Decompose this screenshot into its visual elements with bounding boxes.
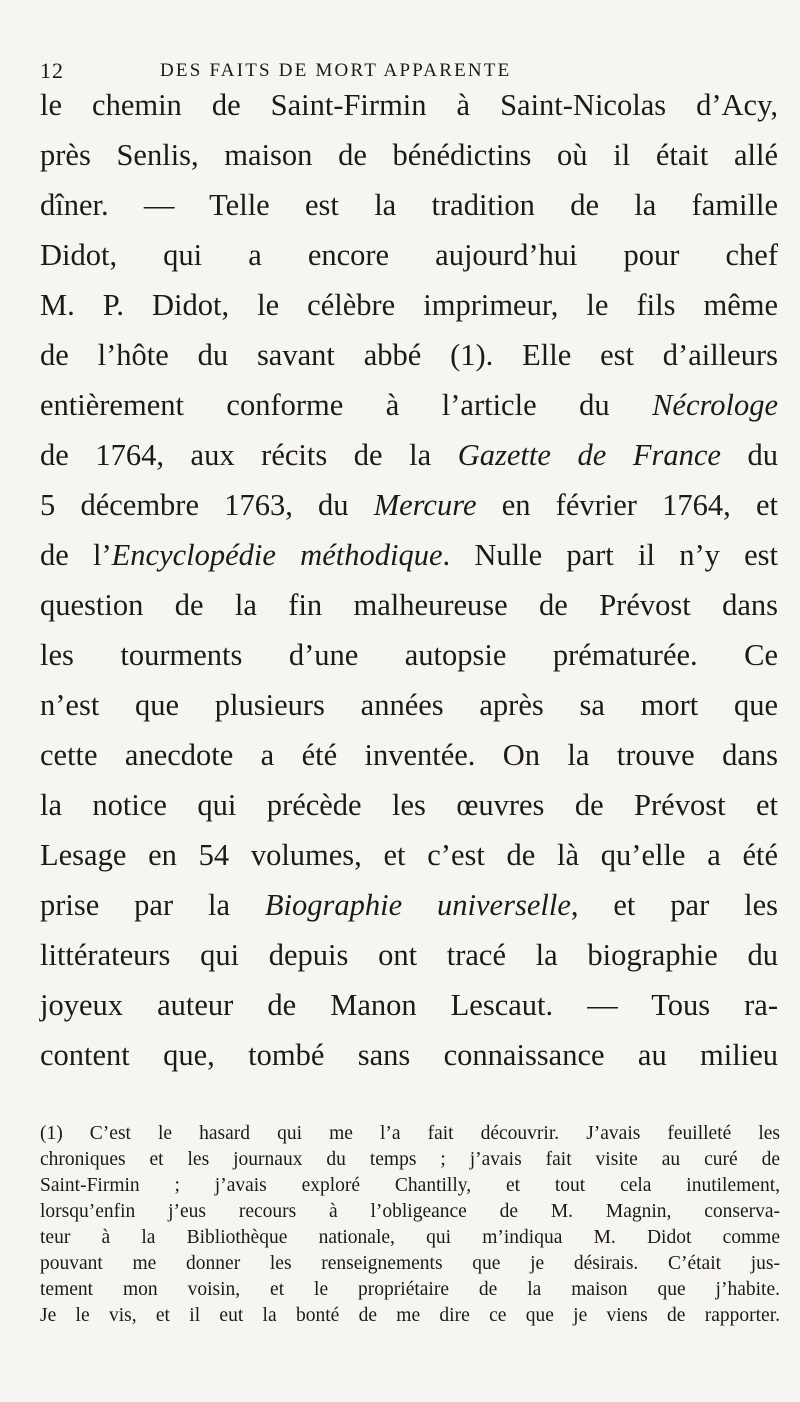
text-segment: M. P. Didot, le célèbre imprimeur, le fils même	[40, 288, 778, 322]
text-line	[40, 230, 778, 280]
footnote-line: Saint-Firmin ; j’avais exploré Chantilly, et tout cela inutilement,	[40, 1175, 780, 1196]
footnote-line: Je le vis, et il eut la bonté de me dire ce que je viens de rapporter.	[40, 1305, 780, 1326]
italic-title: Encyclopédie méthodique	[111, 538, 443, 572]
running-title: DES FAITS DE MORT APPARENTE	[160, 60, 512, 81]
text-segment: n’est que plusieurs années après sa mort que	[40, 688, 778, 722]
footnote-line: lorsqu’enfin j’eus recours à l’obligeance de M. Magnin, conserva-	[40, 1201, 780, 1222]
text-line	[40, 180, 778, 230]
text-line	[40, 480, 778, 530]
text-line	[40, 380, 778, 430]
text-line	[40, 330, 778, 380]
footnote-line: tement mon voisin, et le propriétaire de la maison que j’habite.	[40, 1279, 780, 1300]
text-segment: en février 1764, et	[476, 488, 778, 522]
text-line	[40, 580, 778, 630]
text-segment: le chemin de Saint-Firmin à Saint-Nicolas d’Acy,	[40, 88, 778, 122]
text-segment: 5 décembre 1763, du	[40, 488, 374, 522]
text-line	[40, 1030, 778, 1080]
text-line	[40, 930, 778, 980]
text-line	[40, 980, 778, 1030]
text-segment: question de la fin malheureuse de Prévost dans	[40, 588, 778, 622]
body-text	[40, 80, 778, 1080]
italic-title: Biographie universelle	[264, 888, 571, 922]
text-segment: cette anecdote a été inventée. On la trouve dans	[40, 738, 778, 772]
footnote-line: (1) C’est le hasard qui me l’a fait découvrir. J’avais feuilleté les	[40, 1123, 780, 1144]
text-line	[40, 280, 778, 330]
text-segment: content que, tombé sans connaissance au milieu	[40, 1038, 778, 1072]
text-line	[40, 80, 778, 130]
text-segment: la notice qui précède les œuvres de Prévost et	[40, 788, 778, 822]
text-segment: prise par la	[40, 888, 265, 922]
footnote-line: pouvant me donner les renseignements que je désirais. C’était jus-	[40, 1253, 780, 1274]
text-segment: Didot, qui a encore aujourd’hui pour chef	[40, 238, 778, 272]
text-line	[40, 780, 778, 830]
text-segment: les tourments d’une autopsie prématurée. Ce	[40, 638, 778, 672]
text-segment: du	[720, 438, 779, 472]
italic-title: Gazette de France	[457, 438, 721, 472]
italic-title: Mercure	[373, 488, 477, 522]
page-number: 12	[40, 58, 64, 83]
text-segment: . Nulle part il n’y est	[442, 538, 778, 572]
text-line	[40, 730, 778, 780]
text-segment: Lesage en 54 volumes, et c’est de là qu’elle a été	[40, 838, 778, 872]
text-line	[40, 680, 778, 730]
text-segment: , et par les	[570, 888, 778, 922]
text-line	[40, 130, 778, 180]
text-segment: dîner. — Telle est la tradition de la famille	[40, 188, 778, 222]
text-segment: de l’	[40, 538, 112, 572]
text-segment: littérateurs qui depuis ont tracé la biographie du	[40, 938, 778, 972]
text-segment: entièrement conforme à l’article du	[40, 388, 653, 422]
text-line	[40, 880, 778, 930]
text-line	[40, 430, 778, 480]
italic-title: Nécrologe	[652, 388, 778, 422]
text-segment: de l’hôte du savant abbé (1). Elle est d’ailleurs	[40, 338, 778, 372]
text-segment: de 1764, aux récits de la	[40, 438, 458, 472]
text-line	[40, 630, 778, 680]
footnote-line: teur à la Bibliothèque nationale, qui m’indiqua M. Didot comme	[40, 1227, 780, 1248]
text-segment: joyeux auteur de Manon Lescaut. — Tous ra-	[40, 988, 778, 1022]
text-line	[40, 530, 778, 580]
text-line	[40, 830, 778, 880]
footnote-line: chroniques et les journaux du temps ; j’avais fait visite au curé de	[40, 1149, 780, 1170]
footnote	[40, 1121, 780, 1329]
text-segment: près Senlis, maison de bénédictins où il était allé	[40, 138, 778, 172]
